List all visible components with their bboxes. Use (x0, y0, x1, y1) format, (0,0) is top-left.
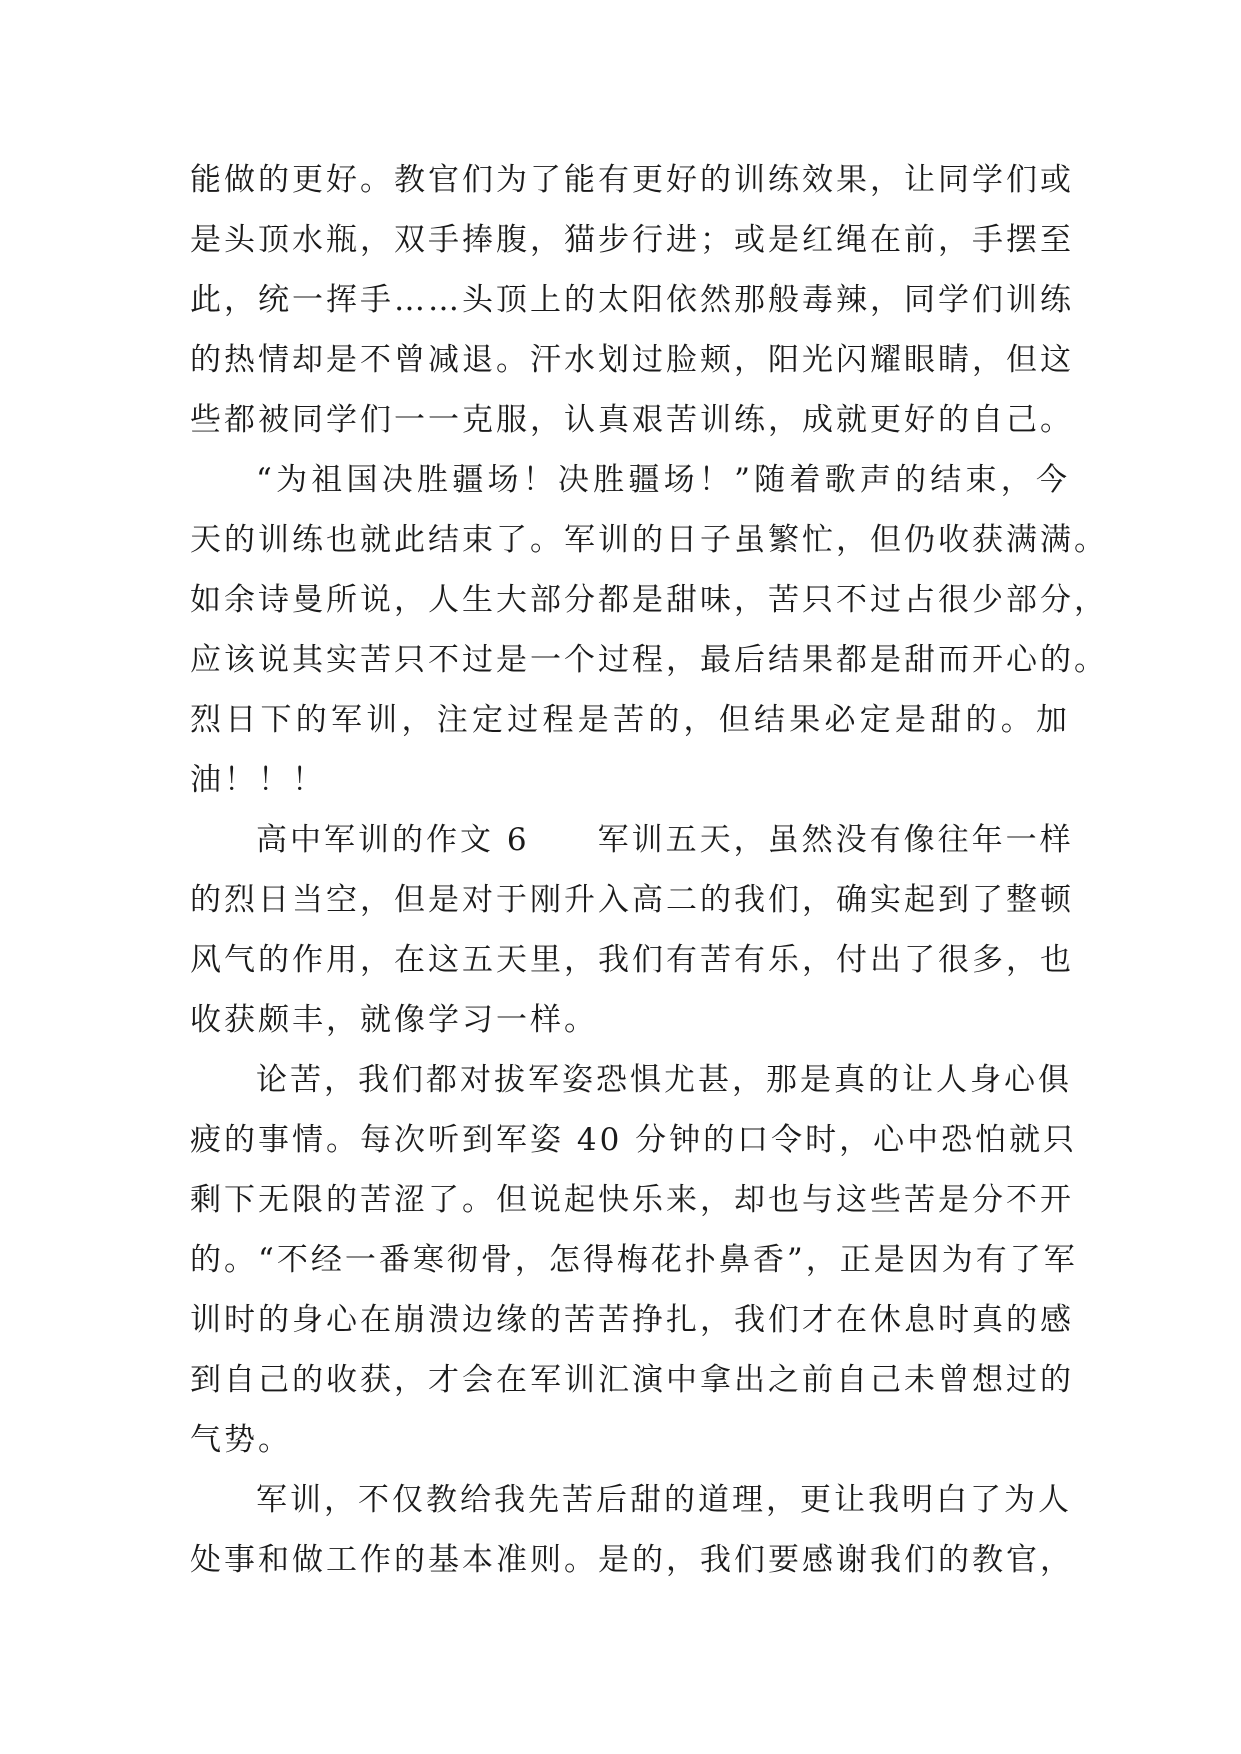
text-line: 烈日下的军训，注定过程是苦的，但结果必定是甜的。加 (190, 702, 1070, 738)
paragraph (190, 1470, 1074, 1590)
text-line: 风气的作用，在这五天里，我们有苦有乐，付出了很多，也 (190, 942, 1074, 978)
text-line: 气势。 (190, 1422, 292, 1458)
text-line: 如余诗曼所说，人生大部分都是甜味，苦只不过占很少部分， (190, 582, 1108, 618)
text-line: 训时的身心在崩溃边缘的苦苦挣扎，我们才在休息时真的感 (190, 1302, 1074, 1338)
essay-text (190, 150, 1108, 1590)
text-line: 处事和做工作的基本准则。是的，我们要感谢我们的教官， (190, 1542, 1074, 1578)
text-line: 应该说其实苦只不过是一个过程，最后结果都是甜而开心的。 (190, 642, 1108, 678)
text-line: 疲的事情。每次听到军姿 40 分钟的口令时，心中恐怕就只 (190, 1122, 1078, 1158)
text-line: 高中军训的作文 6 军训五天，虽然没有像往年一样 (256, 822, 1074, 858)
paragraph (190, 1050, 1078, 1470)
text-line: 收获颇丰，就像学习一样。 (190, 1002, 598, 1038)
text-line: 是头顶水瓶，双手捧腹，猫步行进；或是红绳在前，手摆至 (190, 222, 1074, 258)
text-line: 天的训练也就此结束了。军训的日子虽繁忙，但仍收获满满。 (190, 522, 1108, 558)
text-line: 的热情却是不曾减退。汗水划过脸颊，阳光闪耀眼睛，但这 (190, 342, 1074, 378)
text-line: 剩下无限的苦涩了。但说起快乐来，却也与这些苦是分不开 (190, 1182, 1074, 1218)
text-line: 些都被同学们一一克服，认真艰苦训练，成就更好的自己。 (190, 402, 1074, 438)
text-line: 到自己的收获，才会在军训汇演中拿出之前自己未曾想过的 (190, 1362, 1074, 1398)
text-line: 的烈日当空，但是对于刚升入高二的我们，确实起到了整顿 (190, 882, 1074, 918)
text-line: 此，统一挥手……头顶上的太阳依然那般毒辣，同学们训练 (190, 282, 1074, 318)
text-line: 能做的更好。教官们为了能有更好的训练效果，让同学们或 (190, 162, 1074, 198)
paragraph (190, 450, 1108, 810)
paragraph (190, 810, 1074, 1050)
text-line: 的。“不经一番寒彻骨，怎得梅花扑鼻香”，正是因为有了军 (190, 1242, 1078, 1278)
paragraph (190, 150, 1074, 450)
text-line: 军训，不仅教给我先苦后甜的道理，更让我明白了为人 (256, 1482, 1072, 1518)
text-line: “为祖国决胜疆场！决胜疆场！”随着歌声的结束，今 (256, 462, 1070, 498)
text-line: 油！！！ (190, 762, 326, 798)
text-line: 论苦，我们都对拔军姿恐惧尤甚，那是真的让人身心俱 (256, 1062, 1072, 1098)
